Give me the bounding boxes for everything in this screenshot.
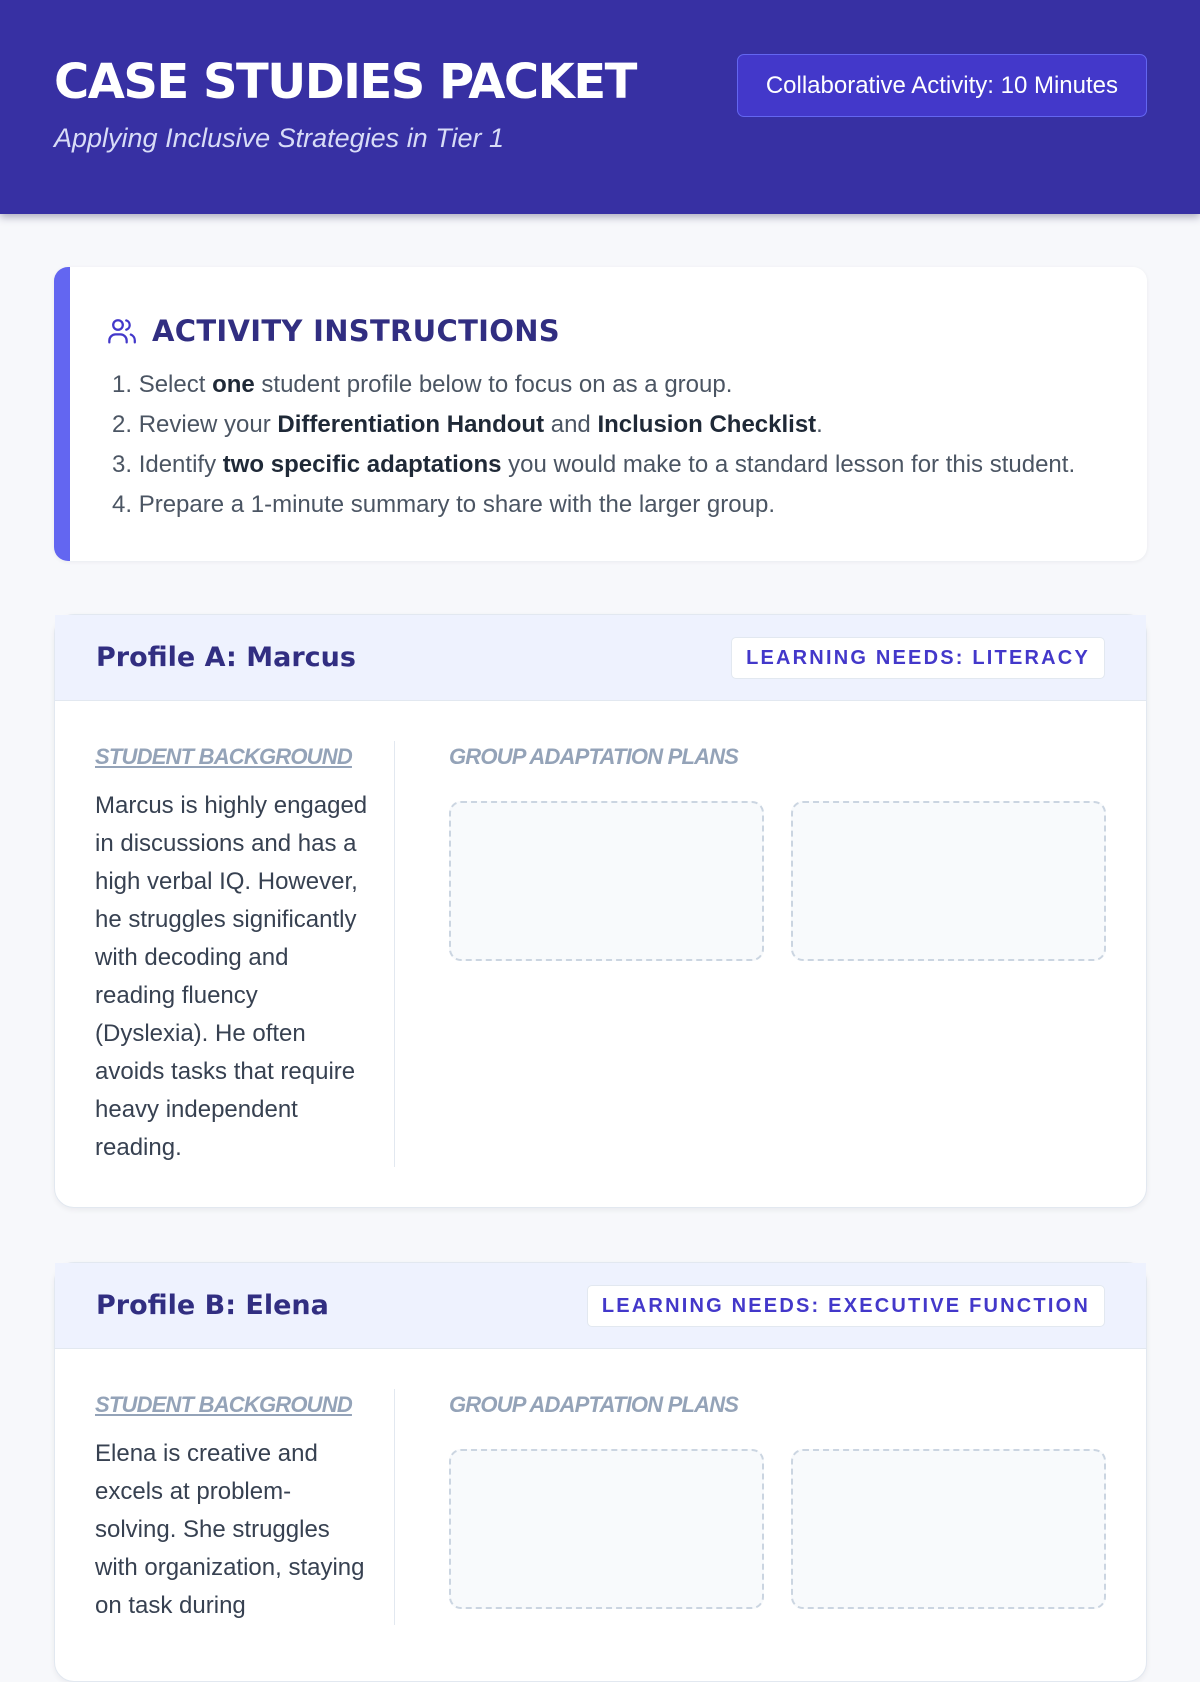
profile-header [55, 615, 1146, 701]
step-emphasis: two specific adaptations [222, 451, 502, 478]
step-number: 2. [112, 411, 133, 438]
adaptation-plan-box-1[interactable] [449, 801, 764, 961]
profile-header [55, 1263, 1146, 1349]
step-number: 3. [112, 451, 133, 478]
step-text: Identify [138, 451, 223, 478]
group-adaptation-plans-column [395, 741, 1106, 1167]
student-background-column [95, 1389, 395, 1625]
student-background-text: Elena is creative and excels at problem-solving. She struggles with organization, staying on task during [95, 1440, 365, 1619]
step-emphasis: one [212, 371, 255, 398]
plan-boxes [449, 801, 1106, 961]
step-text: you would make to a standard lesson for this student. [501, 451, 1076, 478]
learning-needs-badge: LEARNING NEEDS: EXECUTIVE FUNCTION [587, 1285, 1105, 1327]
page-header [0, 0, 1200, 214]
instructions-heading-text: ACTIVITY INSTRUCTIONS [152, 314, 560, 348]
step-text: student profile below to focus on as a group. [254, 371, 733, 398]
page-subtitle: Applying Inclusive Strategies in Tier 1 [54, 123, 504, 153]
instruction-step [112, 445, 1109, 485]
step-text: and [544, 411, 598, 438]
step-text: Select [138, 371, 213, 398]
users-icon [106, 315, 138, 347]
step-text: . [816, 411, 823, 438]
instruction-step [112, 405, 1109, 445]
profile-name: Profile A: Marcus [96, 642, 356, 673]
step-number: 4. [112, 491, 133, 518]
instruction-step [112, 485, 1109, 525]
page-title: CASE STUDIES PACKET [54, 54, 636, 110]
step-text: Review your [138, 411, 278, 438]
profile-body [55, 701, 1146, 1207]
plan-boxes [449, 1449, 1106, 1609]
group-adaptation-plans-label: GROUP ADAPTATION PLANS [449, 1392, 739, 1417]
adaptation-plan-box-2[interactable] [791, 1449, 1106, 1609]
profile-body [55, 1349, 1146, 1665]
profile-name: Profile B: Elena [96, 1290, 329, 1321]
student-background-label: STUDENT BACKGROUND [95, 744, 352, 769]
instructions-list [106, 365, 1109, 525]
group-adaptation-plans-column [395, 1389, 1106, 1625]
step-emphasis: Differentiation Handout [277, 411, 545, 438]
adaptation-plan-box-1[interactable] [449, 1449, 764, 1609]
student-background-column [95, 741, 395, 1167]
group-adaptation-plans-label: GROUP ADAPTATION PLANS [449, 744, 739, 769]
student-background-label: STUDENT BACKGROUND [95, 1392, 352, 1417]
profile-card-elena [54, 1262, 1147, 1682]
learning-needs-badge: LEARNING NEEDS: LITERACY [731, 637, 1105, 679]
activity-instructions-card [54, 267, 1147, 561]
profile-card-marcus [54, 614, 1147, 1208]
adaptation-plan-box-2[interactable] [791, 801, 1106, 961]
activity-duration-badge: Collaborative Activity: 10 Minutes [737, 54, 1147, 117]
step-text: Prepare a 1-minute summary to share with the larger group. [138, 491, 775, 518]
student-background-text: Marcus is highly engaged in discussions and has a high verbal IQ. However, he struggles significantly with decoding and reading fluency (Dyslexia). He often avoids tasks that require heavy independent reading. [95, 792, 368, 1161]
step-emphasis: Inclusion Checklist [597, 411, 817, 438]
step-number: 1. [112, 371, 133, 398]
instruction-step [112, 365, 1109, 405]
instructions-heading [106, 311, 1109, 351]
